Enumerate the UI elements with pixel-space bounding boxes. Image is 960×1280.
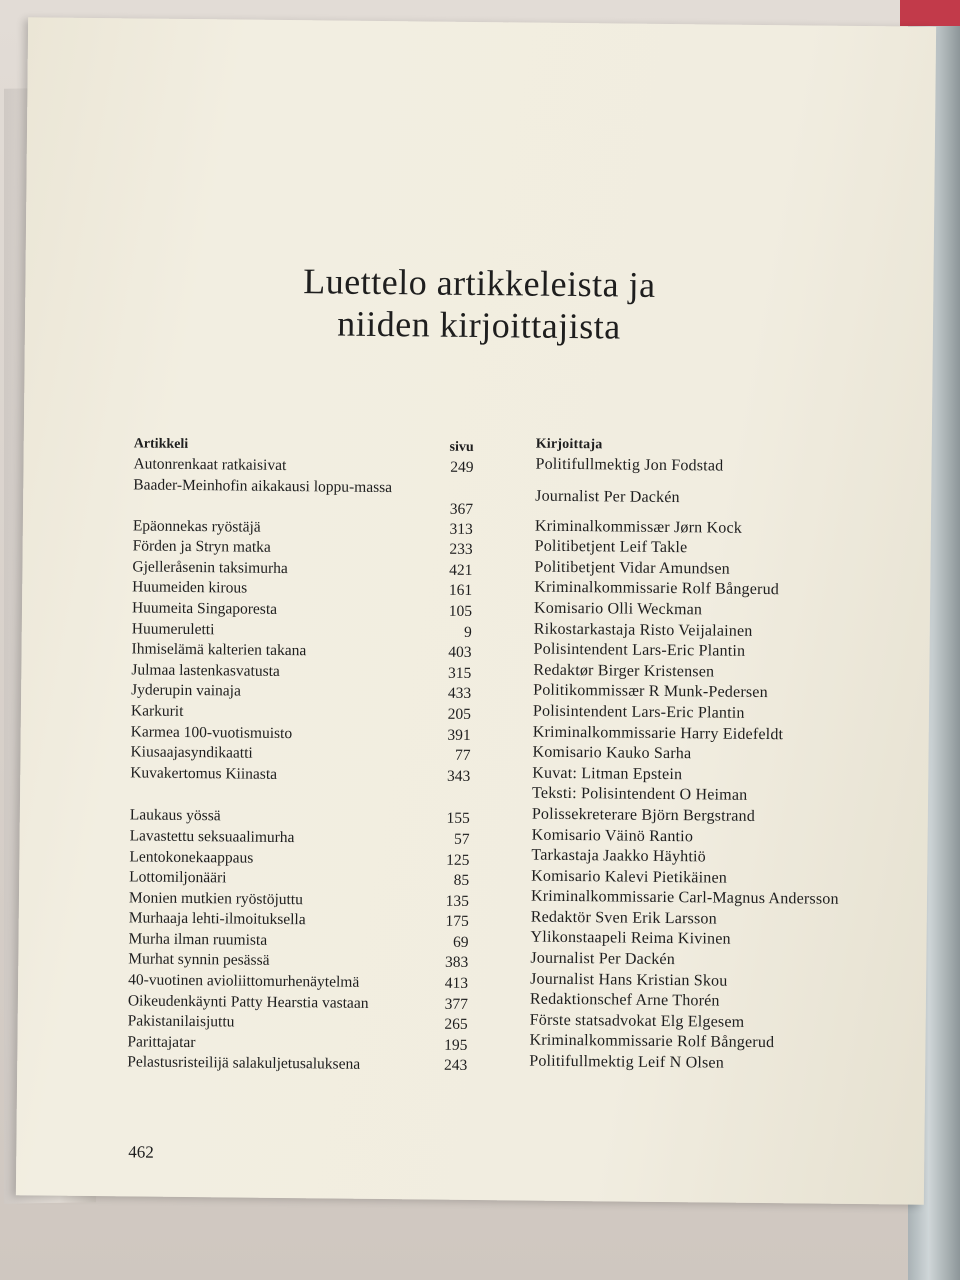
article-title: Huumeruletti	[131, 619, 215, 638]
author-entry: Kriminalkommissarie Harry Eidefeldt	[532, 723, 784, 743]
author-entry: Polissekreterare Björn Bergstrand	[531, 805, 756, 825]
article-title: Förden ja Stryn matka	[132, 537, 271, 557]
article-list	[127, 454, 473, 1077]
article-page: 315	[448, 664, 472, 682]
article-title: Murhaaja lehti-ilmoituksella	[128, 909, 306, 929]
article-page: 391	[447, 726, 471, 744]
page-number: 462	[128, 1142, 154, 1162]
article-title: Lentokonekaappaus	[129, 847, 254, 867]
author-entry: Kriminalkommissarie Rolf Bångerud	[534, 578, 780, 599]
author-entry: Polisintendent Lars-Eric Plantin	[532, 702, 745, 722]
article-row	[133, 475, 473, 520]
article-column	[127, 434, 474, 1077]
page-header: sivu	[449, 439, 474, 455]
author-entry: Förste statsadvokat Elg Elgesem	[529, 1011, 745, 1031]
author-entry: Komisario Väinö Rantio	[531, 826, 694, 845]
author-entry: Journalist Hans Kristian Skou	[530, 970, 728, 990]
author-entry: Kuvat: Litman Epstein	[532, 764, 683, 783]
page-title	[25, 257, 934, 351]
article-page: 413	[444, 974, 469, 992]
article-page: 77	[454, 746, 471, 765]
author-entry: Komisario Olli Weckman	[533, 599, 703, 619]
author-entry: Redaktør Birger Kristensen	[533, 661, 715, 681]
author-entry: Politibetjent Vidar Amundsen	[534, 558, 730, 578]
author-entry: Ylikonstaapeli Reima Kivinen	[530, 929, 731, 949]
author-entry: Komisario Kauko Sarha	[532, 743, 692, 763]
author-entry: Kriminalkommissær Jørn Kock	[534, 517, 743, 537]
article-title: Karkurit	[130, 702, 184, 720]
article-page: 367	[449, 500, 474, 518]
book-page	[16, 17, 936, 1204]
article-title: Pakistanilaisjuttu	[127, 1012, 235, 1031]
article-title: Laukaus yössä	[129, 806, 221, 825]
article-page: 155	[446, 810, 470, 828]
article-page: 403	[448, 643, 472, 662]
title-line-1: Luettelo artikkeleista ja	[303, 261, 656, 305]
article-title: Baader-Meinhofin aikakausi loppu-massa	[133, 475, 393, 496]
article-page: 175	[445, 912, 469, 931]
author-entry: Politibetjent Leif Takle	[534, 537, 688, 557]
article-page: 125	[446, 851, 470, 869]
article-page: 433	[447, 685, 472, 703]
author-entry: Journalist Per Dackén	[530, 949, 676, 969]
author-entry: Rikostarkastaja Risto Veijalainen	[533, 620, 753, 640]
author-list	[529, 455, 915, 1077]
article-page: 135	[445, 892, 470, 910]
article-title: Autonrenkaat ratkaisivat	[133, 455, 287, 475]
article-page: 233	[449, 540, 473, 559]
article-title: Epäonnekas ryöstäjä	[132, 516, 261, 536]
article-title: Ihmiselämä kalterien takana	[131, 640, 307, 660]
article-page: 249	[450, 458, 474, 476]
article-title: Karmea 100-vuotismuisto	[130, 722, 293, 742]
author-entry: Kriminalkommissarie Carl-Magnus Andersson	[530, 887, 839, 909]
article-page: 105	[448, 602, 473, 620]
author-entry: Tarkastaja Jaakko Häyhtiö	[531, 846, 707, 866]
article-page: 9	[463, 623, 472, 641]
author-entry: Journalist Per Dackén	[535, 487, 680, 506]
article-page: 265	[444, 1015, 468, 1034]
article-page: 313	[449, 520, 473, 538]
article-page: 85	[453, 871, 470, 890]
author-entry: Redaktör Sven Erik Larsson	[530, 908, 717, 928]
author-entry: Polisintendent Lars-Eric Plantin	[533, 640, 746, 660]
author-entry: Politifullmektig Jon Fodstad	[535, 455, 724, 475]
article-page: 383	[444, 954, 469, 972]
title-line-2: niiden kirjoittajista	[337, 303, 621, 347]
author-entry: Redaktionschef Arne Thorén	[529, 990, 720, 1010]
article-row	[127, 1053, 467, 1077]
article-title: Huumeiden kirous	[132, 578, 248, 597]
article-title: Oikeudenkäynti Patty Hearstia vastaan	[127, 992, 369, 1012]
article-row	[130, 763, 470, 787]
article-title: Murha ilman ruumista	[128, 930, 268, 949]
article-title: Pelastusristeilijä salakuljetusaluksena	[127, 1053, 361, 1074]
article-page: 243	[443, 1057, 468, 1075]
author-header: Kirjoittaja	[535, 436, 603, 453]
article-title: Huumeita Singaporesta	[131, 599, 278, 618]
article-page: 161	[448, 582, 473, 600]
article-page: 421	[449, 561, 473, 579]
article-header: Artikkeli	[133, 436, 189, 452]
author-entry: Politifullmektig Leif N Olsen	[529, 1052, 725, 1072]
article-page: 69	[452, 933, 469, 951]
author-entry: Politikommissær R Munk-Pedersen	[533, 681, 768, 702]
article-page: 377	[444, 995, 468, 1013]
article-title: Kuvakertomus Kiinasta	[130, 764, 278, 783]
article-title: Gjelleråsenin taksimurha	[132, 558, 288, 577]
cover-red-corner	[900, 0, 960, 26]
author-entry: Kriminalkommissarie Rolf Bångerud	[529, 1032, 775, 1052]
article-title: Monien mutkien ryöstöjuttu	[128, 889, 303, 908]
article-title: Murhat synnin pesässä	[128, 950, 270, 970]
article-title: Kiusaajasyndikaatti	[130, 743, 253, 762]
article-title: Julmaa lastenkasvatusta	[131, 661, 280, 680]
article-title: Lottomiljonääri	[129, 868, 227, 887]
article-title: Parittajatar	[127, 1033, 196, 1051]
article-page: 205	[447, 705, 472, 723]
article-title: 40-vuotinen avioliittomurhenäytelmä	[128, 971, 360, 991]
article-page: 343	[446, 767, 471, 785]
author-entry: Komisario Kalevi Pietikäinen	[531, 867, 728, 887]
article-title: Jyderupin vainaja	[131, 681, 241, 700]
article-title: Lavastettu seksuaalimurha	[129, 827, 295, 847]
article-page: 57	[454, 830, 470, 848]
author-entry-secondary: Teksti: Polisintendent O Heiman	[532, 784, 748, 805]
article-page: 195	[444, 1036, 468, 1054]
author-column	[529, 435, 916, 1077]
